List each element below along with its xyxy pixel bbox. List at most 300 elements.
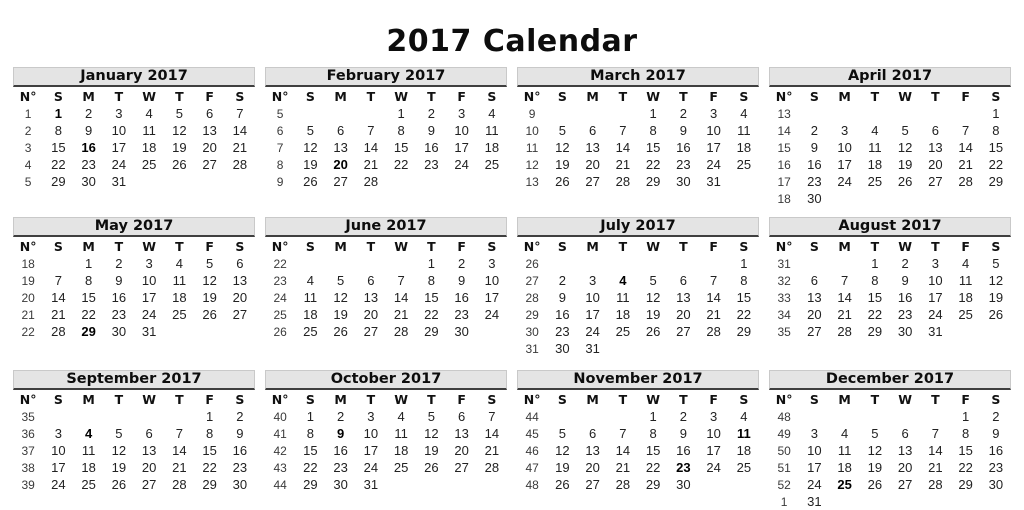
weekday-header-row — [769, 391, 1011, 408]
day-cell: 4 — [962, 256, 970, 271]
day-cell: 11 — [142, 123, 156, 138]
week-row — [265, 255, 507, 272]
day-cell: 17 — [484, 290, 500, 305]
week-row — [13, 425, 255, 442]
empty-cell — [608, 340, 638, 357]
week-number: 8 — [276, 157, 284, 172]
day-cell: 19 — [645, 307, 661, 322]
day-cell: 5 — [115, 426, 123, 441]
weekday-header: F — [961, 239, 970, 254]
day-cell: 26 — [202, 307, 217, 322]
weekday-header: S — [991, 89, 1001, 104]
day-cell: 2 — [558, 273, 566, 288]
weekday-header: W — [898, 239, 913, 254]
day-cell: 12 — [172, 123, 187, 138]
day-cell: 10 — [484, 273, 500, 288]
weekday-header-row — [13, 238, 255, 255]
week-row — [517, 289, 759, 306]
day-cell: 1 — [306, 409, 314, 424]
empty-cell — [860, 408, 890, 425]
day-cell: 25 — [484, 157, 500, 172]
day-cell: 8 — [54, 123, 62, 138]
empty-cell — [860, 190, 890, 207]
day-cell: 26 — [172, 157, 187, 172]
week-number-header: N° — [19, 392, 37, 407]
day-cell: 3 — [710, 409, 718, 424]
day-cell: 8 — [85, 273, 93, 288]
day-cell: 3 — [367, 409, 375, 424]
weekday-header: T — [114, 392, 124, 407]
weekday-header-row — [517, 391, 759, 408]
day-cell: 31 — [111, 174, 127, 189]
day-cell: 21 — [363, 157, 379, 172]
empty-cell — [890, 493, 920, 510]
month-title: February 2017 — [265, 67, 507, 87]
week-number-header: N° — [775, 392, 793, 407]
day-cell: 22 — [303, 460, 318, 475]
day-cell: 27 — [363, 324, 379, 339]
weekday-header: S — [557, 89, 567, 104]
day-cell: 20 — [454, 443, 469, 458]
empty-cell — [326, 105, 356, 122]
empty-cell — [547, 408, 577, 425]
week-row — [13, 122, 255, 139]
day-cell: 13 — [807, 290, 822, 305]
week-row — [769, 493, 1011, 510]
day-cell: 22 — [958, 460, 973, 475]
week-row — [13, 139, 255, 156]
week-number: 33 — [777, 290, 791, 305]
months-grid — [13, 67, 1011, 510]
week-row — [265, 139, 507, 156]
weekday-header: T — [114, 239, 124, 254]
day-cell: 5 — [871, 426, 879, 441]
day-cell: 19 — [555, 460, 570, 475]
empty-cell — [104, 408, 134, 425]
day-cell: 20 — [897, 460, 913, 475]
day-cell: 25 — [615, 324, 631, 339]
day-cell: 5 — [649, 273, 657, 288]
empty-cell — [43, 255, 73, 272]
weekday-header: F — [709, 392, 718, 407]
day-cell: 18 — [867, 157, 883, 172]
weekday-header: W — [394, 239, 409, 254]
week-row — [13, 459, 255, 476]
day-cell: 20 — [363, 307, 379, 322]
day-cell: 20 — [585, 460, 600, 475]
week-number: 18 — [777, 191, 791, 206]
day-cell: 5 — [306, 123, 314, 138]
empty-cell — [860, 493, 890, 510]
weekday-header: S — [305, 392, 315, 407]
day-cell: 29 — [202, 477, 217, 492]
week-row — [265, 272, 507, 289]
week-number: 21 — [21, 307, 35, 322]
empty-cell — [356, 105, 386, 122]
weekday-header: T — [427, 89, 436, 104]
holiday-day-cell: 23 — [676, 460, 691, 475]
week-row — [265, 323, 507, 340]
day-cell: 9 — [85, 123, 93, 138]
day-cell: 24 — [706, 460, 721, 475]
day-cell: 19 — [424, 443, 439, 458]
weekday-header: M — [838, 392, 851, 407]
day-cell: 12 — [555, 140, 570, 155]
day-cell: 22 — [645, 460, 661, 475]
day-cell: 17 — [807, 460, 822, 475]
day-cell: 28 — [172, 477, 187, 492]
weekday-header: S — [235, 392, 245, 407]
month-october — [265, 370, 507, 493]
week-row — [517, 272, 759, 289]
day-cell: 20 — [141, 460, 157, 475]
empty-cell — [699, 255, 729, 272]
day-cell: 26 — [988, 307, 1004, 322]
day-cell: 17 — [928, 290, 943, 305]
week-row — [265, 105, 507, 122]
month-august — [769, 217, 1011, 340]
empty-cell — [386, 476, 416, 493]
day-cell: 10 — [807, 443, 822, 458]
weekday-header: T — [679, 239, 688, 254]
month-table — [13, 391, 255, 493]
day-cell: 16 — [333, 443, 348, 458]
week-row — [769, 105, 1011, 122]
day-cell: 24 — [141, 307, 157, 322]
weekday-header: S — [991, 392, 1001, 407]
day-cell: 8 — [206, 426, 214, 441]
weekday-header: F — [457, 89, 466, 104]
weekday-header: M — [838, 89, 851, 104]
day-cell: 18 — [958, 290, 973, 305]
empty-cell — [43, 408, 73, 425]
day-cell: 21 — [51, 307, 66, 322]
day-cell: 27 — [585, 477, 600, 492]
empty-cell — [225, 173, 255, 190]
week-number-header: N° — [523, 392, 541, 407]
day-cell: 19 — [202, 290, 217, 305]
day-cell: 8 — [649, 426, 657, 441]
day-cell: 27 — [807, 324, 822, 339]
weekday-header: T — [931, 392, 940, 407]
empty-cell — [951, 190, 981, 207]
week-number: 1 — [780, 494, 788, 509]
weekday-header: F — [961, 89, 970, 104]
month-title: August 2017 — [769, 217, 1011, 237]
week-number: 18 — [21, 256, 35, 271]
week-row — [265, 156, 507, 173]
week-number: 45 — [525, 426, 539, 441]
day-cell: 19 — [303, 157, 318, 172]
day-cell: 7 — [619, 123, 627, 138]
empty-cell — [164, 323, 194, 340]
day-cell: 1 — [740, 256, 748, 271]
day-cell: 15 — [424, 290, 439, 305]
day-cell: 7 — [488, 409, 496, 424]
day-cell: 28 — [484, 460, 500, 475]
empty-cell — [608, 105, 638, 122]
month-title: July 2017 — [517, 217, 759, 237]
day-cell: 4 — [175, 256, 183, 271]
week-number: 25 — [273, 307, 287, 322]
week-number: 52 — [777, 477, 791, 492]
day-cell: 15 — [51, 140, 66, 155]
day-cell: 16 — [454, 290, 469, 305]
empty-cell — [951, 323, 981, 340]
day-cell: 5 — [337, 273, 345, 288]
week-number: 50 — [777, 443, 791, 458]
day-cell: 13 — [333, 140, 348, 155]
day-cell: 11 — [737, 123, 751, 138]
empty-cell — [799, 408, 829, 425]
week-number: 22 — [273, 256, 287, 271]
day-cell: 9 — [992, 426, 1000, 441]
day-cell: 24 — [807, 477, 822, 492]
day-cell: 2 — [679, 106, 687, 121]
day-cell: 21 — [837, 307, 852, 322]
day-cell: 26 — [645, 324, 661, 339]
day-cell: 7 — [841, 273, 849, 288]
empty-cell — [477, 476, 507, 493]
day-cell: 13 — [232, 273, 248, 288]
day-cell: 9 — [115, 273, 123, 288]
weekday-header: T — [175, 239, 184, 254]
day-cell: 11 — [172, 273, 187, 288]
day-cell: 26 — [555, 477, 570, 492]
week-row — [13, 255, 255, 272]
empty-cell — [951, 493, 981, 510]
day-cell: 31 — [363, 477, 379, 492]
day-cell: 14 — [484, 426, 500, 441]
weekday-header: W — [646, 239, 661, 254]
empty-cell — [699, 476, 729, 493]
empty-cell — [416, 173, 446, 190]
day-cell: 11 — [303, 290, 318, 305]
week-number: 48 — [777, 409, 791, 424]
day-cell: 25 — [736, 460, 752, 475]
day-cell: 9 — [236, 426, 244, 441]
day-cell: 23 — [555, 324, 570, 339]
day-cell: 3 — [458, 106, 466, 121]
week-row — [769, 408, 1011, 425]
week-number: 26 — [273, 324, 287, 339]
week-row — [769, 190, 1011, 207]
empty-cell — [729, 173, 759, 190]
week-number: 32 — [777, 273, 791, 288]
empty-cell — [547, 105, 577, 122]
weekday-header: S — [53, 89, 63, 104]
day-cell: 19 — [897, 157, 913, 172]
day-cell: 23 — [454, 307, 469, 322]
day-cell: 7 — [175, 426, 183, 441]
day-cell: 5 — [558, 123, 566, 138]
holiday-day-cell: 9 — [337, 426, 345, 441]
week-row — [13, 289, 255, 306]
day-cell: 14 — [363, 140, 379, 155]
empty-cell — [164, 408, 194, 425]
week-number: 5 — [24, 174, 32, 189]
week-number-header: N° — [271, 239, 289, 254]
weekday-header: W — [646, 89, 661, 104]
day-cell: 20 — [202, 140, 217, 155]
week-number-header: N° — [19, 239, 37, 254]
day-cell: 6 — [810, 273, 818, 288]
day-cell: 18 — [736, 443, 752, 458]
day-cell: 6 — [679, 273, 687, 288]
week-row — [13, 442, 255, 459]
day-cell: 10 — [51, 443, 66, 458]
week-number: 4 — [24, 157, 32, 172]
week-row — [769, 476, 1011, 493]
week-number: 31 — [525, 341, 539, 356]
week-row — [769, 425, 1011, 442]
day-cell: 2 — [901, 256, 909, 271]
day-cell: 6 — [931, 123, 939, 138]
day-cell: 16 — [676, 443, 691, 458]
day-cell: 18 — [393, 443, 409, 458]
day-cell: 27 — [141, 477, 157, 492]
week-number: 29 — [525, 307, 539, 322]
empty-cell — [608, 255, 638, 272]
day-cell: 2 — [115, 256, 123, 271]
week-row — [13, 323, 255, 340]
empty-cell — [638, 255, 668, 272]
week-number: 6 — [276, 123, 284, 138]
day-cell: 9 — [558, 290, 566, 305]
weekday-header: T — [366, 392, 376, 407]
empty-cell — [830, 255, 860, 272]
day-cell: 18 — [141, 140, 157, 155]
weekday-header: T — [114, 89, 124, 104]
day-cell: 24 — [837, 174, 852, 189]
week-number: 7 — [276, 140, 284, 155]
day-cell: 6 — [145, 426, 153, 441]
month-table — [265, 238, 507, 340]
day-cell: 3 — [810, 426, 818, 441]
empty-cell — [729, 476, 759, 493]
day-cell: 6 — [206, 106, 214, 121]
day-cell: 20 — [232, 290, 248, 305]
week-number: 35 — [777, 324, 791, 339]
day-cell: 26 — [333, 324, 348, 339]
weekday-header: T — [175, 89, 184, 104]
day-cell: 28 — [363, 174, 379, 189]
week-row — [517, 476, 759, 493]
week-row — [265, 476, 507, 493]
empty-cell — [386, 255, 416, 272]
day-cell: 2 — [810, 123, 818, 138]
weekday-header: F — [961, 392, 970, 407]
week-number: 39 — [21, 477, 35, 492]
day-cell: 28 — [706, 324, 721, 339]
holiday-day-cell: 25 — [837, 477, 852, 492]
month-table — [265, 391, 507, 493]
week-row — [517, 425, 759, 442]
day-cell: 29 — [958, 477, 973, 492]
weekday-header-row — [769, 238, 1011, 255]
day-cell: 23 — [676, 157, 691, 172]
week-row — [13, 408, 255, 425]
day-cell: 29 — [867, 324, 883, 339]
day-cell: 6 — [458, 409, 466, 424]
day-cell: 3 — [488, 256, 496, 271]
day-cell: 4 — [841, 426, 849, 441]
day-cell: 15 — [303, 443, 318, 458]
weekday-header: S — [235, 239, 245, 254]
weekday-header-row — [13, 88, 255, 105]
day-cell: 3 — [931, 256, 939, 271]
day-cell: 23 — [897, 307, 913, 322]
day-cell: 25 — [736, 157, 752, 172]
month-title: November 2017 — [517, 370, 759, 390]
day-cell: 1 — [397, 106, 405, 121]
month-title: June 2017 — [265, 217, 507, 237]
month-table — [265, 88, 507, 190]
day-cell: 7 — [397, 273, 405, 288]
empty-cell — [860, 105, 890, 122]
week-row — [769, 173, 1011, 190]
day-cell: 3 — [115, 106, 123, 121]
week-row — [517, 122, 759, 139]
day-cell: 24 — [111, 157, 127, 172]
day-cell: 12 — [111, 443, 127, 458]
day-cell: 4 — [740, 106, 748, 121]
day-cell: 13 — [454, 426, 469, 441]
day-cell: 17 — [51, 460, 66, 475]
empty-cell — [920, 190, 950, 207]
empty-cell — [638, 340, 668, 357]
weekday-header-row — [517, 238, 759, 255]
weekday-header: T — [366, 89, 376, 104]
weekday-header: T — [679, 89, 688, 104]
day-cell: 29 — [645, 477, 661, 492]
day-cell: 18 — [837, 460, 852, 475]
week-number: 24 — [273, 290, 287, 305]
day-cell: 9 — [901, 273, 909, 288]
day-cell: 7 — [619, 426, 627, 441]
day-cell: 30 — [333, 477, 348, 492]
empty-cell — [356, 255, 386, 272]
weekday-header: T — [870, 89, 880, 104]
day-cell: 2 — [85, 106, 93, 121]
day-cell: 14 — [232, 123, 248, 138]
weekday-header: S — [991, 239, 1001, 254]
week-row — [769, 122, 1011, 139]
weekday-header: T — [931, 89, 940, 104]
day-cell: 8 — [962, 426, 970, 441]
week-row — [13, 272, 255, 289]
month-title: October 2017 — [265, 370, 507, 390]
empty-cell — [578, 408, 608, 425]
month-july — [517, 217, 759, 357]
weekday-header: S — [487, 89, 497, 104]
week-row — [769, 272, 1011, 289]
week-number: 19 — [21, 273, 35, 288]
day-cell: 30 — [807, 191, 822, 206]
day-cell: 21 — [615, 157, 631, 172]
weekday-header: T — [931, 239, 940, 254]
day-cell: 13 — [141, 443, 157, 458]
weekday-header: S — [487, 239, 497, 254]
day-cell: 1 — [85, 256, 93, 271]
day-cell: 29 — [303, 477, 318, 492]
day-cell: 5 — [427, 409, 435, 424]
day-cell: 6 — [367, 273, 375, 288]
day-cell: 24 — [706, 157, 721, 172]
month-title: April 2017 — [769, 67, 1011, 87]
week-number: 48 — [525, 477, 539, 492]
day-cell: 22 — [393, 157, 409, 172]
